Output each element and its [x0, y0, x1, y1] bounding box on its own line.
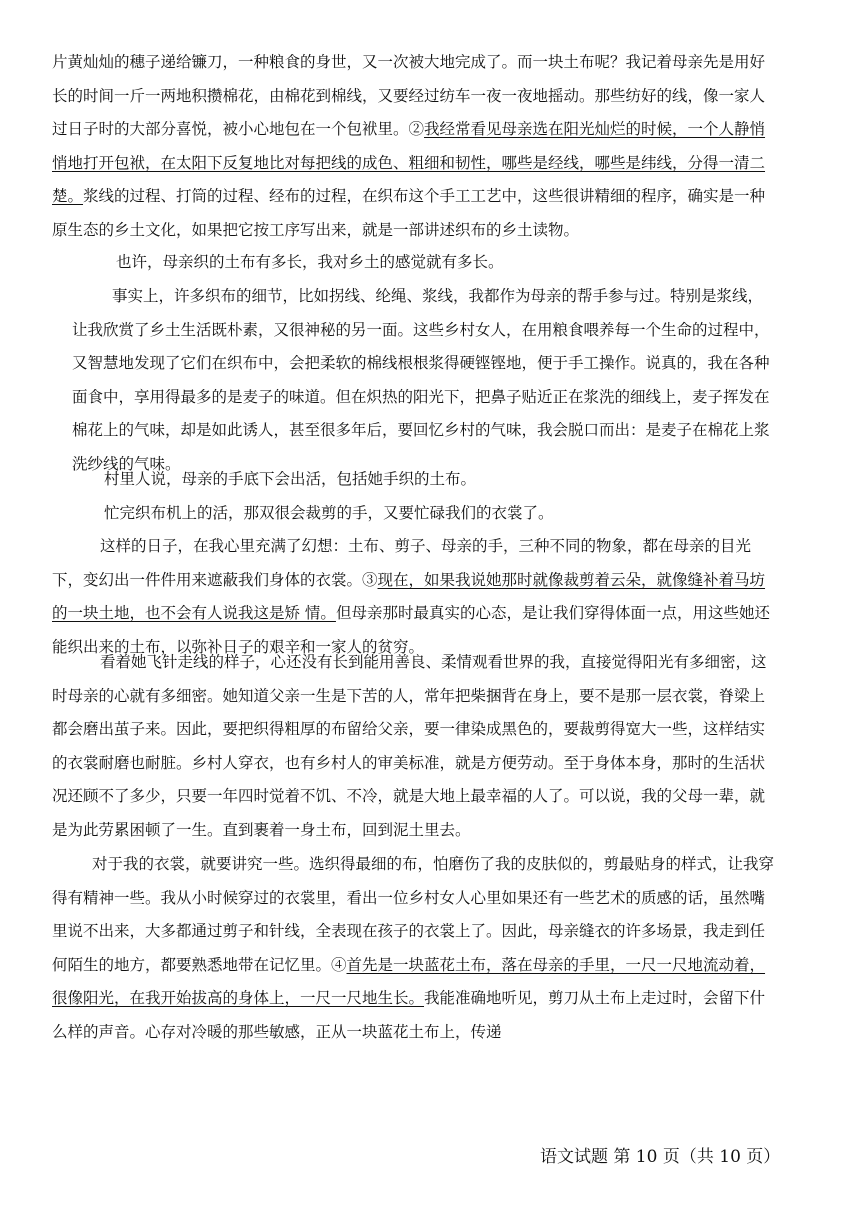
paragraph-text: 对于我的衣裳，就要讲究一些。选织得最细的布，怕磨伤了我的皮肤似的，剪最贴身的样式，让我穿得有精神一些。我从小时候穿过的衣裳里，看出一位乡村女人心里如果还有一些艺术的质感的话，虽然嘴里说不出来，大多都通过剪子和针线，全表现在孩子的衣裳上了。因此，母亲缝衣的许多场景，我走到任何陌生的地方，都要熟悉地带在记忆里。④	[52, 855, 775, 974]
paragraph-text: 村里人说，母亲的手底下会出活，包括她手织的土布。	[104, 470, 477, 488]
paragraph-text: 忙完织布机上的活，那双很会裁剪的手，又要忙碌我们的衣裳了。	[104, 504, 554, 522]
paragraph-mothers-hands	[72, 463, 774, 497]
paragraph-weaving-process	[52, 46, 770, 247]
paragraph-fathers-clothes	[52, 646, 774, 847]
underlined-sentence: 现在，如果我说她那时就像裁剪着云朵，就像缝补着马坊的一块土地，也不会有人说我这是矫 情。	[52, 570, 766, 622]
underlined-sentence: 首先是一块蓝花土布，落在母亲的手里，一尺一尺地流动着，很像阳光，在我开始拔高的身体上，一尺一尺地生长。	[52, 955, 766, 1007]
paragraph-text: 看着她飞针走线的样子，心还没有长到能用善良、柔情观看世界的我，直接觉得阳光有多细密，这时母亲的心就有多细密。她知道父亲一生是下苦的人，常年把柴捆背在身上，要不是那一层衣裳，脊梁上都会磨出茧子来。因此，要把织得粗厚的布留给父亲，要一律染成黑色的，要裁剪得宽大一些，这样结实的衣裳耐磨也耐脏。乡村人穿衣，也有乡村人的审美标准，就是方便劳动。至于身体本身，那时的生活状况还顾不了多少，只要一年四时觉着不饥、不冷，就是大地上最幸福的人了。可以说，我的父母一辈，就是为此劳累困顿了一生。直到裹着一身土布，回到泥土里去。	[52, 653, 767, 839]
underlined-sentence: 我经常看见母亲选在阳光灿烂的时候，一个人静悄悄地打开包袱，在太阳下反复地比对每把线的成色、粗细和韧性，哪些是经线，哪些是纬线，分得一清二楚。	[52, 120, 766, 205]
paragraph-text: 事实上，许多织布的细节，比如拐线、纶绳、浆线，我都作为母亲的帮手参与过。特别是浆线，让我欣赏了乡土生活既朴素，又很神秘的另一面。这些乡村女人，在用粮食喂养每一个生命的过程中，又智慧地发现了它们在织布中，会把柔软的棉线根根浆得硬铿铿地，便于手工操作。说真的，我在各种面食中，享用得最多的是麦子的味道。但在炽热的阳光下，把鼻子贴近正在浆洗的细线上，麦子挥发在棉花上的气味，却是如此诱人，甚至很多年后，要回忆乡村的气味，我会脱口而出：是麦子在棉花上浆洗纱线的气味。	[72, 287, 770, 473]
paragraph-text: 也许，母亲织的土布有多长，我对乡土的感觉就有多长。	[116, 253, 504, 271]
paragraph-text: 但母亲那时最真实的心态，是让我们穿得体面一点，用这些她还能织出来的土布，以弥补日子的艰辛和一家人的贫穷。	[52, 604, 770, 656]
paragraph-text: 片黄灿灿的穗子递给镰刀，一种粮食的身世，又一次被大地完成了。而一块土布呢？我记着母亲先是用好长的时间一斤一两地积攒棉花，由棉花到棉线，又要经过纺车一夜一夜地摇动。那些纺好的线，像一家人过日子时的大部分喜悦，被小心地包在一个包袱里。②	[52, 53, 766, 138]
paragraph-text: 我能准确地听见，剪刀从土布上走过时，会留下什么样的声音。心存对冷暖的那些敏感，正从一块蓝花土布上，传递	[52, 989, 766, 1041]
paragraph-text: 浆线的过程、打筒的过程、经布的过程，在织布这个手工工艺中，这些很讲精细的程序，确实是一种原生态的乡土文化，如果把它按工序写出来，就是一部讲述织布的乡土读物。	[52, 187, 766, 239]
page-footer: 语文试题 第 10 页（共 10 页）	[540, 1147, 781, 1167]
paragraph-text: 这样的日子，在我心里充满了幻想：土布、剪子、母亲的手，三种不同的物象，都在母亲的目光下，变幻出一件件用来遮蔽我们身体的衣裳。③	[52, 537, 752, 589]
paragraph-fantasy	[52, 530, 774, 664]
paragraph-starching-thread	[72, 280, 774, 481]
paragraph-cloth-length	[84, 246, 774, 280]
paragraph-my-clothes	[52, 848, 774, 1049]
paragraph-sewing-clothes	[72, 497, 774, 531]
